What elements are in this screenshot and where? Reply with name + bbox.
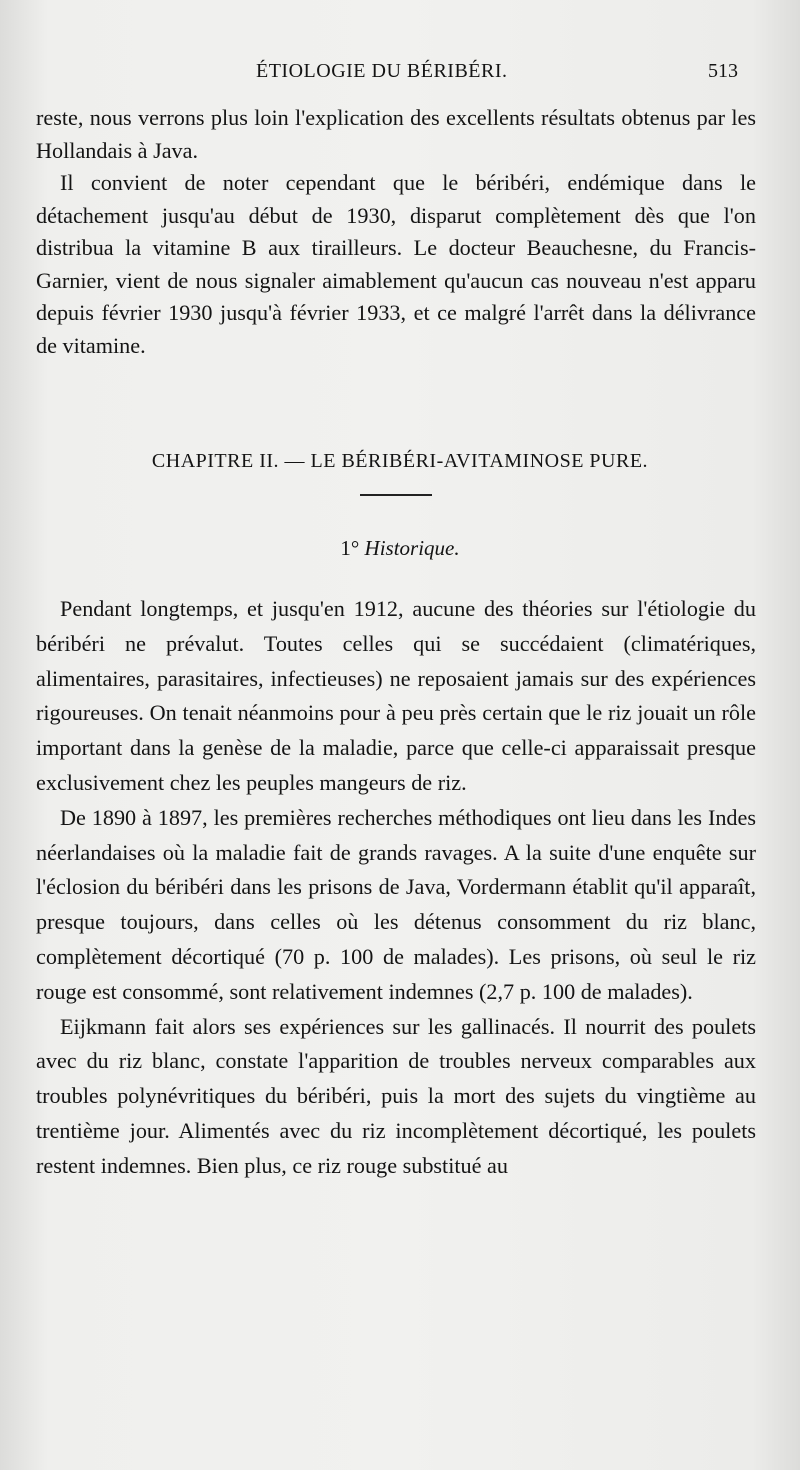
- chapter-heading: CHAPITRE II. — LE BÉRIBÉRI-AVITAMINOSE PURE.: [151, 450, 649, 472]
- body-text: [36, 592, 756, 1184]
- intro-text: [36, 102, 756, 362]
- paragraph-continuation: reste, nous verrons plus loin l'explication des excellents résultats obtenus par les Hollandais à Java.: [36, 105, 756, 163]
- page-number: 513: [708, 60, 738, 82]
- running-head-title: ÉTIOLOGIE DU BÉRIBÉRI.: [256, 60, 508, 82]
- section-number: 1°: [340, 536, 360, 560]
- section-heading: [0, 536, 800, 561]
- paragraph-de-1890: De 1890 à 1897, les premières recherches méthodiques ont lieu dans les Indes néerlandaises où la maladie fait de grands ravages. A la suite d'une enquête sur l'éclosion du béribéri dans les prisons de Java, Vordermann établit qu'il apparaît, presque toujours, dans celles où les détenus consomment du riz blanc, complètement décortiqué (70 p. 100 de malades). Les prisons, où seul le riz rouge est consommé, sont relativement indemnes (2,7 p. 100 de malades).: [36, 804, 756, 1004]
- paragraph-eijkmann: Eijkmann fait alors ses expériences sur les gallinacés. Il nourrit des poulets avec du riz blanc, constate l'apparition de troubles nerveux comparables aux troubles polynévritiques du béribéri, puis la mort des sujets du vingtième au trentième jour. Alimentés avec du riz incomplètement décortiqué, les poulets restent indemnes. Bien plus, ce riz rouge substitué au: [36, 1013, 756, 1178]
- section-title: Historique.: [364, 536, 460, 560]
- paragraph-pendant-longtemps: Pendant longtemps, et jusqu'en 1912, aucune des théories sur l'étiologie du béribéri ne prévalut. Toutes celles qui se succédaient (climatériques, alimentaires, parasitaires, infectieuses) ne reposaient jamais sur des expériences rigoureuses. On tenait néanmoins pour à peu près certain que le riz jouait un rôle important dans la genèse de la maladie, parce que celle-ci apparaissait presque exclusivement chez les peuples mangeurs de riz.: [36, 596, 756, 795]
- section-divider: [360, 494, 432, 496]
- paragraph-vitamin-b: Il convient de noter cependant que le béribéri, endémique dans le détachement jusqu'au début de 1930, disparut complètement dès que l'on distribua la vitamine B aux tirailleurs. Le docteur Beauchesne, du Francis-Garnier, vient de nous signaler aimablement qu'aucun cas nouveau n'est apparu depuis février 1930 jusqu'à février 1933, et ce malgré l'arrêt dans la délivrance de vitamine.: [36, 170, 756, 358]
- running-head: [36, 60, 738, 90]
